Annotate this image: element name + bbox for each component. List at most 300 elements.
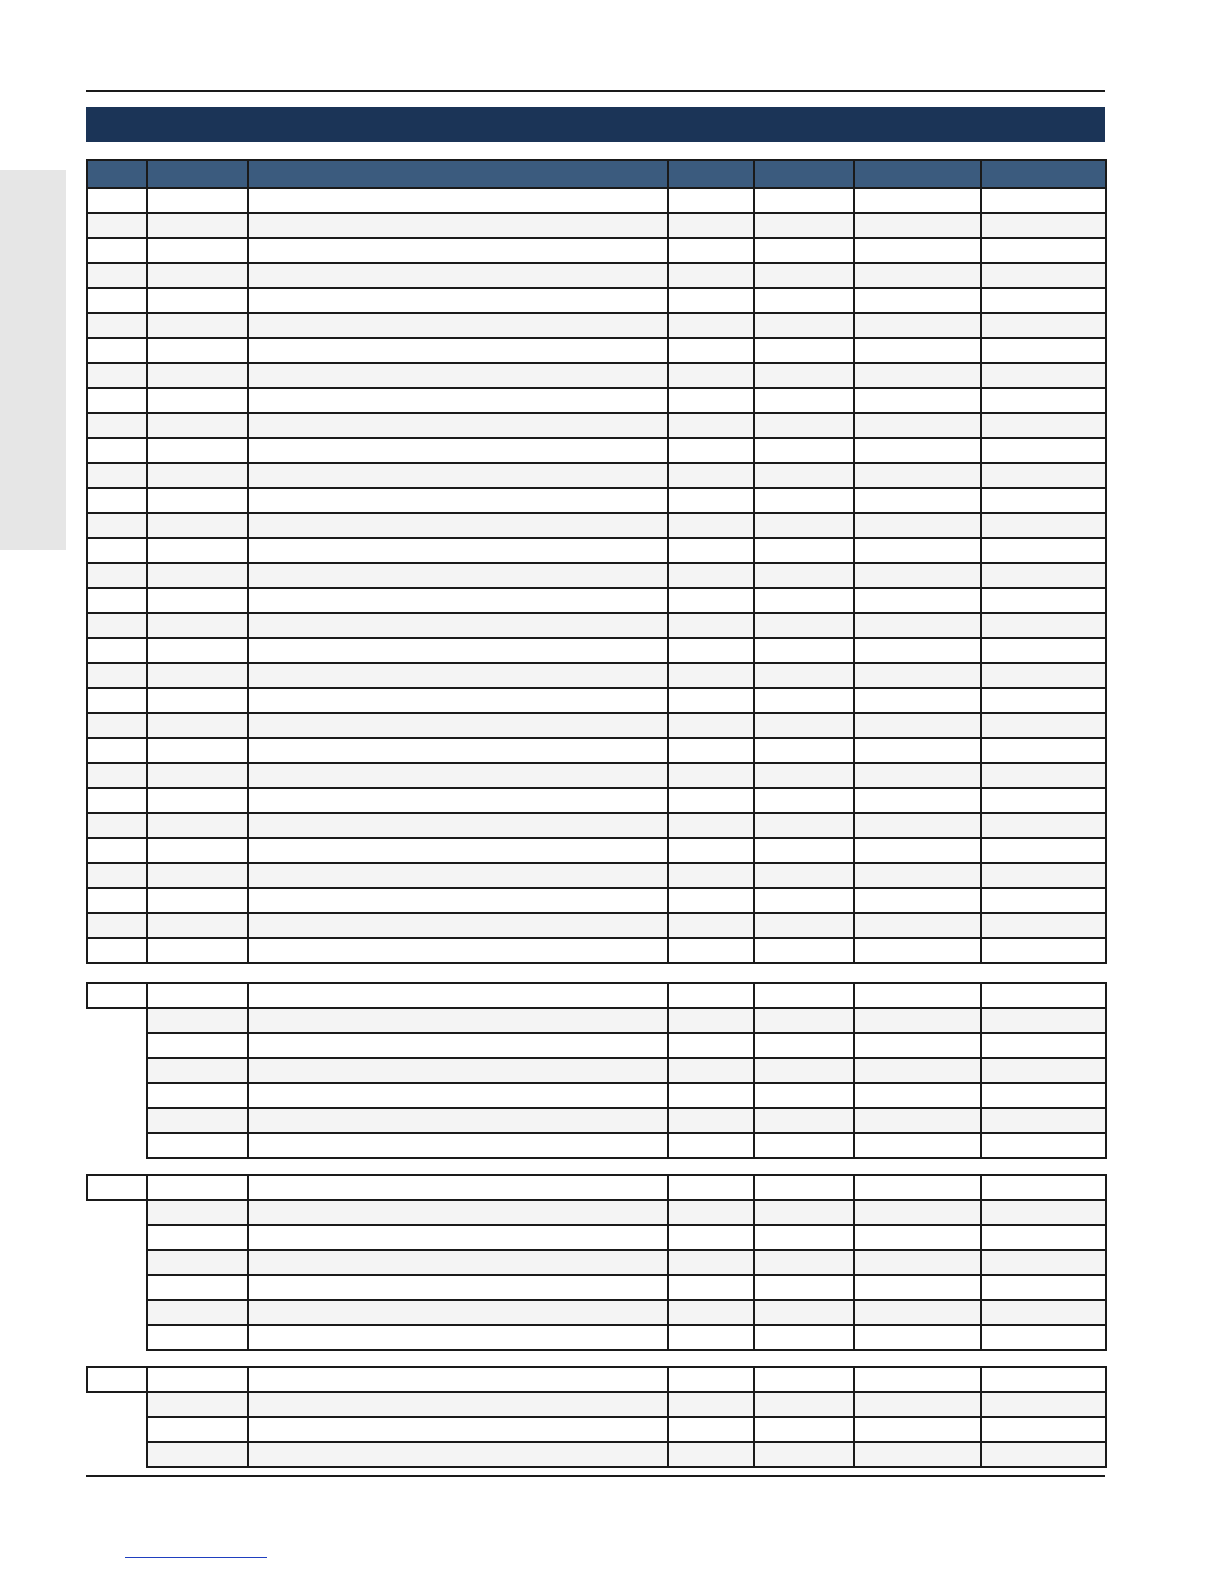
table-cell xyxy=(668,288,754,313)
group-table xyxy=(86,1366,1107,1468)
table-cell xyxy=(854,1275,981,1300)
table-cell xyxy=(668,863,754,888)
spacer-cell xyxy=(87,1442,147,1467)
table-cell xyxy=(147,738,248,763)
table-cell xyxy=(147,1200,248,1225)
table-cell xyxy=(754,363,854,388)
table-cell xyxy=(248,188,668,213)
table-cell xyxy=(668,663,754,688)
table-cell xyxy=(754,213,854,238)
table-cell xyxy=(981,863,1106,888)
table-cell xyxy=(754,1083,854,1108)
table-cell xyxy=(981,1133,1106,1158)
table-cell xyxy=(147,888,248,913)
table-cell xyxy=(668,213,754,238)
table-cell xyxy=(981,463,1106,488)
table-cell xyxy=(248,1300,668,1325)
table-cell xyxy=(248,463,668,488)
table-cell xyxy=(147,1300,248,1325)
table-cell xyxy=(854,1200,981,1225)
table-cell xyxy=(981,213,1106,238)
table-cell xyxy=(87,463,147,488)
table-cell xyxy=(248,1442,668,1467)
table-cell xyxy=(248,1083,668,1108)
table-cell xyxy=(754,1008,854,1033)
table-cell xyxy=(147,1392,248,1417)
table-cell xyxy=(981,388,1106,413)
group-row xyxy=(87,1392,1106,1417)
table-cell xyxy=(854,688,981,713)
table-row xyxy=(87,713,1106,738)
table-row xyxy=(87,588,1106,613)
table-cell xyxy=(248,1417,668,1442)
table-cell xyxy=(854,1133,981,1158)
table-cell xyxy=(87,313,147,338)
data-table xyxy=(86,159,1107,964)
table-cell xyxy=(87,788,147,813)
table-cell xyxy=(147,1083,248,1108)
footer-rule xyxy=(86,1475,1105,1477)
group-row xyxy=(87,1058,1106,1083)
table-cell xyxy=(854,888,981,913)
table-cell xyxy=(854,1175,981,1200)
group-header-row xyxy=(87,983,1106,1008)
table-cell xyxy=(248,388,668,413)
table-cell xyxy=(248,363,668,388)
table-cell xyxy=(981,1442,1106,1467)
table-cell xyxy=(754,1300,854,1325)
table-cell xyxy=(668,338,754,363)
table-cell xyxy=(668,763,754,788)
table-cell xyxy=(854,838,981,863)
table-cell xyxy=(981,488,1106,513)
table-cell xyxy=(147,613,248,638)
table-cell xyxy=(981,1108,1106,1133)
table-cell xyxy=(87,713,147,738)
table-cell xyxy=(854,713,981,738)
table-cell xyxy=(981,563,1106,588)
table-cell xyxy=(754,713,854,738)
table-row xyxy=(87,563,1106,588)
group-table xyxy=(86,1174,1107,1351)
table-cell xyxy=(754,413,854,438)
table-cell xyxy=(147,813,248,838)
table-cell xyxy=(248,1367,668,1392)
column-header xyxy=(754,160,854,188)
table-cell xyxy=(981,1275,1106,1300)
table-cell xyxy=(248,313,668,338)
table-cell xyxy=(87,388,147,413)
table-cell xyxy=(248,813,668,838)
table-cell xyxy=(981,983,1106,1008)
group-row xyxy=(87,1300,1106,1325)
table-cell xyxy=(87,563,147,588)
table-cell xyxy=(147,488,248,513)
table-cell xyxy=(854,863,981,888)
table-row xyxy=(87,313,1106,338)
table-cell xyxy=(854,313,981,338)
table-cell xyxy=(87,438,147,463)
spacer-cell xyxy=(87,1225,147,1250)
table-cell xyxy=(147,588,248,613)
table-cell xyxy=(668,688,754,713)
group-row xyxy=(87,1033,1106,1058)
table-cell xyxy=(248,1200,668,1225)
table-cell xyxy=(668,588,754,613)
table-cell xyxy=(854,938,981,963)
table-cell xyxy=(754,1417,854,1442)
table-cell xyxy=(87,983,147,1008)
table-cell xyxy=(754,1225,854,1250)
table-cell xyxy=(668,788,754,813)
table-cell xyxy=(87,488,147,513)
table-cell xyxy=(981,813,1106,838)
column-header xyxy=(854,160,981,188)
table-cell xyxy=(668,713,754,738)
table-cell xyxy=(854,613,981,638)
table-cell xyxy=(248,763,668,788)
table-cell xyxy=(147,1367,248,1392)
table-cell xyxy=(248,1275,668,1300)
table-cell xyxy=(981,1225,1106,1250)
table-cell xyxy=(854,1225,981,1250)
table-cell xyxy=(248,938,668,963)
table-row xyxy=(87,288,1106,313)
group-table xyxy=(86,982,1107,1159)
table-cell xyxy=(754,1275,854,1300)
table-cell xyxy=(248,513,668,538)
table-cell xyxy=(754,863,854,888)
table-cell xyxy=(147,238,248,263)
table-cell xyxy=(248,613,668,638)
table-cell xyxy=(754,638,854,663)
table-cell xyxy=(147,538,248,563)
table-cell xyxy=(248,1008,668,1033)
table-row xyxy=(87,388,1106,413)
table-cell xyxy=(981,888,1106,913)
table-cell xyxy=(981,913,1106,938)
table-cell xyxy=(981,438,1106,463)
table-cell xyxy=(981,188,1106,213)
table-cell xyxy=(668,413,754,438)
table-cell xyxy=(87,213,147,238)
table-cell xyxy=(854,1367,981,1392)
column-header xyxy=(248,160,668,188)
table-cell xyxy=(87,288,147,313)
table-cell xyxy=(147,1108,248,1133)
table-cell xyxy=(754,738,854,763)
table-cell xyxy=(754,1108,854,1133)
table-cell xyxy=(147,1225,248,1250)
table-cell xyxy=(981,538,1106,563)
table-cell xyxy=(668,238,754,263)
table-cell xyxy=(87,888,147,913)
table-cell xyxy=(147,1417,248,1442)
table-cell xyxy=(87,1175,147,1200)
table-cell xyxy=(147,263,248,288)
table-cell xyxy=(147,838,248,863)
table-cell xyxy=(87,738,147,763)
table-cell xyxy=(854,813,981,838)
table-cell xyxy=(854,1442,981,1467)
table-row xyxy=(87,263,1106,288)
column-header xyxy=(87,160,147,188)
table-cell xyxy=(981,263,1106,288)
footer-link[interactable] xyxy=(125,1557,267,1558)
table-cell xyxy=(147,288,248,313)
table-cell xyxy=(668,1225,754,1250)
table-cell xyxy=(981,663,1106,688)
table-cell xyxy=(248,1108,668,1133)
spacer-cell xyxy=(87,1392,147,1417)
table-cell xyxy=(981,288,1106,313)
table-cell xyxy=(981,313,1106,338)
table-row xyxy=(87,938,1106,963)
table-cell xyxy=(854,338,981,363)
table-cell xyxy=(981,1175,1106,1200)
table-cell xyxy=(754,588,854,613)
table-cell xyxy=(854,513,981,538)
table-cell xyxy=(87,413,147,438)
table-row xyxy=(87,538,1106,563)
table-cell xyxy=(87,538,147,563)
group-row xyxy=(87,1008,1106,1033)
table-cell xyxy=(668,1417,754,1442)
table-cell xyxy=(754,1442,854,1467)
table-cell xyxy=(754,538,854,563)
table-cell xyxy=(147,1250,248,1275)
table-cell xyxy=(754,313,854,338)
table-cell xyxy=(754,1250,854,1275)
table-cell xyxy=(668,488,754,513)
table-cell xyxy=(981,1367,1106,1392)
table-cell xyxy=(147,983,248,1008)
spacer-cell xyxy=(87,1200,147,1225)
table-row xyxy=(87,688,1106,713)
spacer-cell xyxy=(87,1275,147,1300)
table-cell xyxy=(854,413,981,438)
table-cell xyxy=(248,788,668,813)
column-header xyxy=(981,160,1106,188)
spacer-cell xyxy=(87,1108,147,1133)
table-cell xyxy=(87,338,147,363)
table-cell xyxy=(87,188,147,213)
table-cell xyxy=(981,413,1106,438)
table-cell xyxy=(754,888,854,913)
table-cell xyxy=(854,913,981,938)
group-row xyxy=(87,1417,1106,1442)
table-row xyxy=(87,838,1106,863)
section-title-bar xyxy=(86,107,1105,142)
table-cell xyxy=(87,838,147,863)
table-cell xyxy=(854,1325,981,1350)
table-cell xyxy=(248,563,668,588)
table-cell xyxy=(147,388,248,413)
table-cell xyxy=(668,838,754,863)
table-cell xyxy=(147,1058,248,1083)
table-cell xyxy=(147,563,248,588)
table-cell xyxy=(854,438,981,463)
table-cell xyxy=(854,1083,981,1108)
table-cell xyxy=(668,1083,754,1108)
table-cell xyxy=(248,1325,668,1350)
spacer-cell xyxy=(87,1083,147,1108)
table-cell xyxy=(854,738,981,763)
table-cell xyxy=(87,638,147,663)
table-cell xyxy=(981,838,1106,863)
group-row xyxy=(87,1108,1106,1133)
table-cell xyxy=(668,1008,754,1033)
table-cell xyxy=(147,763,248,788)
spacer-cell xyxy=(87,1417,147,1442)
table-cell xyxy=(147,188,248,213)
table-cell xyxy=(754,663,854,688)
table-cell xyxy=(981,613,1106,638)
table-cell xyxy=(754,463,854,488)
table-cell xyxy=(248,538,668,563)
table-cell xyxy=(754,938,854,963)
table-cell xyxy=(248,213,668,238)
table-cell xyxy=(981,363,1106,388)
group-row xyxy=(87,1083,1106,1108)
table-row xyxy=(87,763,1106,788)
table-cell xyxy=(754,513,854,538)
table-cell xyxy=(754,1133,854,1158)
table-cell xyxy=(754,838,854,863)
table-cell xyxy=(668,1367,754,1392)
table-cell xyxy=(854,1392,981,1417)
table-cell xyxy=(147,513,248,538)
table-cell xyxy=(248,713,668,738)
table-cell xyxy=(147,463,248,488)
table-cell xyxy=(754,1033,854,1058)
table-row xyxy=(87,463,1106,488)
table-cell xyxy=(981,938,1106,963)
table-cell xyxy=(981,738,1106,763)
table-cell xyxy=(854,463,981,488)
group-row xyxy=(87,1133,1106,1158)
table-row xyxy=(87,488,1106,513)
table-cell xyxy=(981,238,1106,263)
table-cell xyxy=(981,788,1106,813)
table-row xyxy=(87,863,1106,888)
table-cell xyxy=(147,913,248,938)
table-cell xyxy=(854,188,981,213)
table-cell xyxy=(147,863,248,888)
table-cell xyxy=(981,1008,1106,1033)
table-cell xyxy=(87,813,147,838)
table-cell xyxy=(668,313,754,338)
table-cell xyxy=(754,563,854,588)
table-cell xyxy=(248,983,668,1008)
table-cell xyxy=(668,813,754,838)
table-cell xyxy=(668,1300,754,1325)
table-cell xyxy=(668,913,754,938)
table-cell xyxy=(754,1367,854,1392)
table-cell xyxy=(754,763,854,788)
table-cell xyxy=(87,688,147,713)
table-row xyxy=(87,413,1106,438)
table-cell xyxy=(248,638,668,663)
table-cell xyxy=(248,588,668,613)
table-cell xyxy=(248,688,668,713)
table-cell xyxy=(87,913,147,938)
table-cell xyxy=(754,913,854,938)
table-cell xyxy=(668,463,754,488)
table-cell xyxy=(248,838,668,863)
table-cell xyxy=(248,888,668,913)
table-cell xyxy=(147,1175,248,1200)
table-row xyxy=(87,813,1106,838)
table-cell xyxy=(668,363,754,388)
table-cell xyxy=(668,613,754,638)
table-cell xyxy=(147,1275,248,1300)
table-cell xyxy=(147,663,248,688)
table-cell xyxy=(754,1175,854,1200)
table-row xyxy=(87,888,1106,913)
table-cell xyxy=(668,1325,754,1350)
table-cell xyxy=(248,913,668,938)
table-cell xyxy=(87,663,147,688)
table-cell xyxy=(668,563,754,588)
table-cell xyxy=(854,213,981,238)
table-cell xyxy=(854,1108,981,1133)
table-cell xyxy=(854,1058,981,1083)
table-cell xyxy=(754,438,854,463)
table-cell xyxy=(754,238,854,263)
table-cell xyxy=(248,238,668,263)
table-cell xyxy=(854,388,981,413)
table-cell xyxy=(754,1058,854,1083)
table-cell xyxy=(248,288,668,313)
table-cell xyxy=(854,763,981,788)
table-cell xyxy=(668,513,754,538)
table-cell xyxy=(854,588,981,613)
table-cell xyxy=(248,488,668,513)
table-row xyxy=(87,738,1106,763)
table-cell xyxy=(668,1108,754,1133)
group-row xyxy=(87,1250,1106,1275)
table-cell xyxy=(87,588,147,613)
spacer-cell xyxy=(87,1058,147,1083)
group-row xyxy=(87,1442,1106,1467)
spacer-cell xyxy=(87,1250,147,1275)
table-cell xyxy=(248,438,668,463)
table-cell xyxy=(668,1058,754,1083)
spacer-cell xyxy=(87,1133,147,1158)
table-row xyxy=(87,663,1106,688)
table-cell xyxy=(754,263,854,288)
table-cell xyxy=(668,1442,754,1467)
table-row xyxy=(87,338,1106,363)
table-cell xyxy=(668,1175,754,1200)
table-cell xyxy=(87,263,147,288)
table-cell xyxy=(754,338,854,363)
table-cell xyxy=(147,788,248,813)
table-cell xyxy=(981,713,1106,738)
table-cell xyxy=(87,613,147,638)
table-cell xyxy=(147,413,248,438)
table-cell xyxy=(854,1417,981,1442)
table-cell xyxy=(754,788,854,813)
group-row xyxy=(87,1200,1106,1225)
table-cell xyxy=(87,238,147,263)
table-cell xyxy=(981,1033,1106,1058)
table-cell xyxy=(668,188,754,213)
column-header xyxy=(147,160,248,188)
table-cell xyxy=(248,1392,668,1417)
group-row xyxy=(87,1225,1106,1250)
